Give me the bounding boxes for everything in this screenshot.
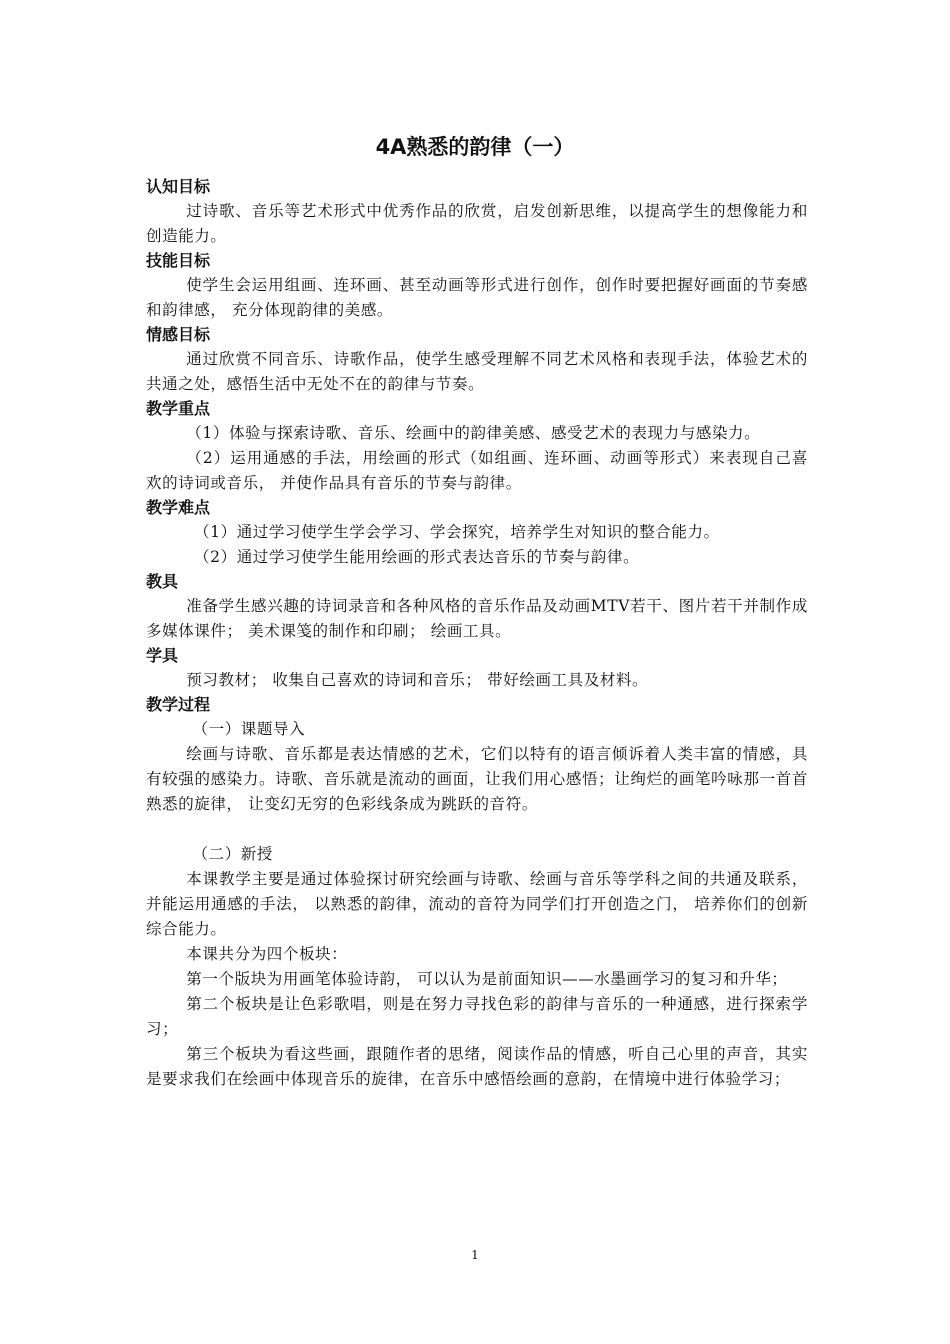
paragraph-skill-goals: 使学生会运用组画、连环画、甚至动画等形式进行创作，创作时要把握好画面的节奏感和韵律感， 充分体现韵律的美感。 bbox=[146, 276, 808, 319]
heading-teaching-process: 教学过程 bbox=[146, 695, 211, 714]
paragraph-new-3: 第一个版块为用画笔体验诗韵， 可以认为是前面知识——水墨画学习的复习和升华； bbox=[186, 970, 788, 988]
paragraph-difficulty-2: （2）通过学习使学生能用绘画的形式表达音乐的节奏与韵律。 bbox=[194, 548, 640, 566]
heading-teaching-aids: 教具 bbox=[146, 572, 179, 591]
paragraph-focus-1: （1）体验与探索诗歌、音乐、绘画中的韵律美感、感受艺术的表现力与感染力。 bbox=[186, 424, 761, 442]
heading-emotion-goals: 情感目标 bbox=[146, 325, 211, 344]
heading-learning-aids: 学具 bbox=[146, 646, 179, 665]
paragraph-cognitive-goals: 过诗歌、音乐等艺术形式中优秀作品的欣赏，启发创新思维，以提高学生的想像能力和创造能力。 bbox=[146, 202, 808, 245]
paragraph-intro: 绘画与诗歌、音乐都是表达情感的艺术，它们以特有的语言倾诉着人类丰富的情感，具有较强的感染力。诗歌、音乐就是流动的画面，让我们用心感悟；让绚烂的画笔吟咏那一首首熟悉的旋律， 让变幻无穷的色彩线条成为跳跃的音符。 bbox=[146, 745, 808, 813]
heading-teaching-focus: 教学重点 bbox=[146, 399, 211, 418]
paragraph-new-1: 本课教学主要是通过体验探讨研究绘画与诗歌、绘画与音乐等学科之间的共通及联系， 并能运用通感的手法， 以熟悉的韵律，流动的音符为同学们打开创造之门， 培养你们的创新综合能力。 bbox=[146, 870, 808, 938]
subheading-intro: （一）课题导入 bbox=[192, 720, 306, 738]
paragraph-emotion-goals: 通过欣赏不同音乐、诗歌作品，使学生感受理解不同艺术风格和表现手法，体验艺术的共通之处，感悟生活中无处不在的韵律与节奏。 bbox=[146, 350, 808, 393]
heading-cognitive-goals: 认知目标 bbox=[146, 177, 211, 196]
paragraph-teaching-aids: 准备学生感兴趣的诗词录音和各种风格的音乐作品及动画MTV若干、图片若干并制作成多媒体课件； 美术课笺的制作和印刷； 绘画工具。 bbox=[146, 597, 808, 640]
paragraph-learning-aids: 预习教材； 收集自己喜欢的诗词和音乐； 带好绘画工具及材料。 bbox=[186, 671, 649, 689]
paragraph-difficulty-1: （1）通过学习使学生学会学习、学会探究，培养学生对知识的整合能力。 bbox=[194, 523, 720, 541]
paragraph-new-5: 第三个板块为看这些画，跟随作者的思绪，阅读作品的情感，听自己心里的声音，其实是要求我们在绘画中体现音乐的旋律，在音乐中感悟绘画的意韵，在情境中进行体验学习； bbox=[146, 1045, 808, 1088]
paragraph-new-4: 第二个板块是让色彩歌唱，则是在努力寻找色彩的韵律与音乐的一种通感，进行探索学习； bbox=[146, 995, 808, 1038]
document-title: 4A熟悉的韵律（一） bbox=[375, 135, 575, 159]
paragraph-focus-2: （2）运用通感的手法，用绘画的形式（如组画、连环画、动画等形式）来表现自己喜欢的诗词或音乐， 并使作品具有音乐的节奏与韵律。 bbox=[146, 449, 808, 492]
page-number: 1 bbox=[471, 1248, 479, 1262]
heading-skill-goals: 技能目标 bbox=[146, 251, 211, 270]
subheading-new-lesson: （二）新授 bbox=[192, 845, 274, 863]
blank-line bbox=[146, 817, 808, 842]
document-body bbox=[146, 175, 808, 1092]
paragraph-new-2: 本课共分为四个板块： bbox=[186, 945, 348, 963]
heading-teaching-difficulty: 教学难点 bbox=[146, 498, 211, 517]
